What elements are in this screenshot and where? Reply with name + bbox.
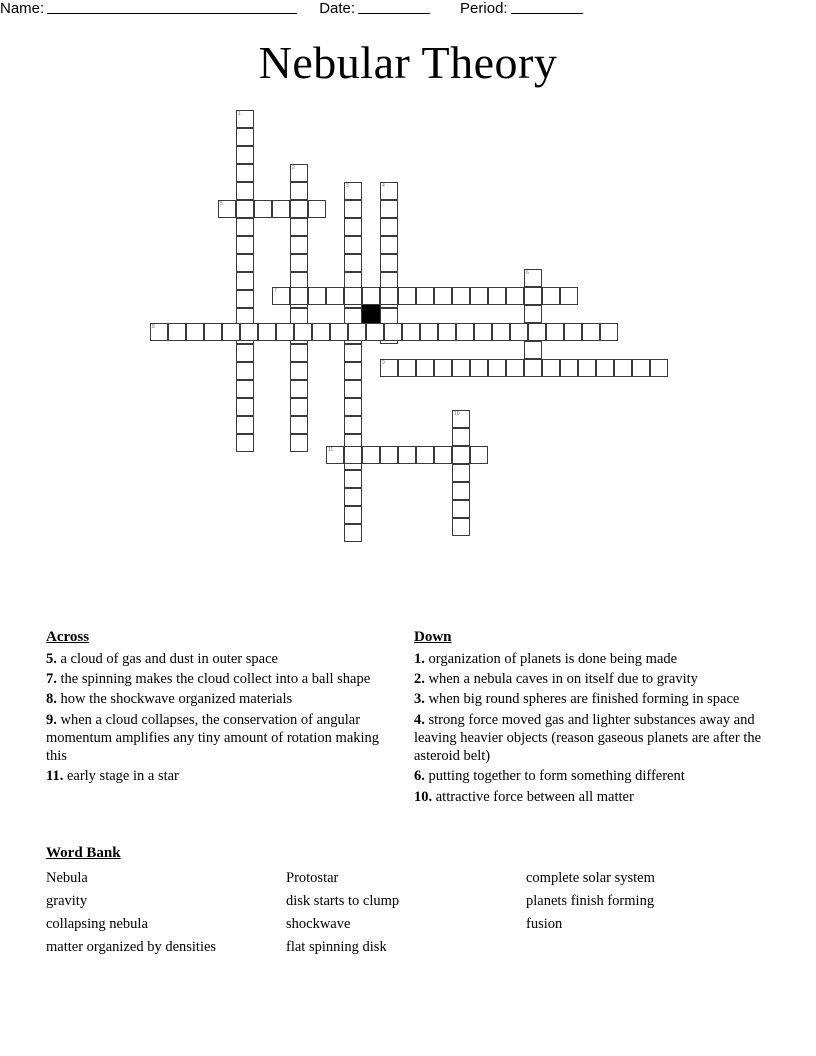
- crossword-cell[interactable]: [290, 416, 308, 434]
- crossword-cell[interactable]: [290, 287, 308, 305]
- crossword-cell[interactable]: [380, 182, 398, 200]
- clue-number: 10: [454, 411, 460, 417]
- crossword-cell[interactable]: [380, 236, 398, 254]
- down-clue-list: [414, 650, 764, 806]
- crossword-cell[interactable]: [452, 518, 470, 536]
- word-bank-column-2: [286, 867, 526, 959]
- crossword-cell[interactable]: [380, 446, 398, 464]
- date-label: Date:: [319, 0, 356, 17]
- word-bank-word: gravity: [46, 892, 88, 909]
- crossword-cell[interactable]: [380, 359, 398, 377]
- crossword-cell[interactable]: [578, 359, 596, 377]
- crossword-cell[interactable]: [272, 200, 290, 218]
- crossword-cell[interactable]: [236, 344, 254, 362]
- crossword-cell[interactable]: [236, 110, 254, 128]
- crossword-cell[interactable]: [344, 344, 362, 362]
- crossword-cell[interactable]: [524, 269, 542, 287]
- crossword-cell[interactable]: [294, 323, 312, 341]
- crossword-cell[interactable]: [344, 254, 362, 272]
- crossword-cell[interactable]: [542, 287, 560, 305]
- crossword-cell[interactable]: [524, 305, 542, 323]
- crossword-cell[interactable]: [308, 200, 326, 218]
- clue-across-9: [46, 711, 391, 766]
- clue-text: attractive force between all matter: [435, 788, 634, 805]
- crossword-cell[interactable]: [542, 359, 560, 377]
- crossword-cell[interactable]: [398, 446, 416, 464]
- crossword-cell[interactable]: [470, 287, 488, 305]
- crossword-cell[interactable]: [614, 359, 632, 377]
- crossword-cell[interactable]: [236, 236, 254, 254]
- clue-number-label: 10.: [414, 788, 436, 805]
- crossword-cell[interactable]: [344, 236, 362, 254]
- crossword-cell[interactable]: [600, 323, 618, 341]
- crossword-cell[interactable]: [236, 362, 254, 380]
- crossword-cell[interactable]: [488, 359, 506, 377]
- word-bank-columns: [46, 867, 776, 959]
- crossword-cell[interactable]: [362, 287, 380, 305]
- crossword-cell[interactable]: [290, 344, 308, 362]
- word-bank-word: Protostar: [286, 870, 339, 886]
- word-bank-word: collapsing nebula: [46, 915, 148, 932]
- crossword-cell[interactable]: [290, 218, 308, 236]
- crossword-cell[interactable]: [344, 506, 362, 524]
- crossword-cell[interactable]: [236, 164, 254, 182]
- crossword-cell[interactable]: [402, 323, 420, 341]
- clue-down-6: [414, 767, 764, 785]
- crossword-cell[interactable]: [632, 359, 650, 377]
- crossword-cell[interactable]: [456, 323, 474, 341]
- word-bank-section: [46, 845, 776, 959]
- clue-number: 2: [292, 165, 295, 171]
- clue-text: strong force moved gas and lighter substances away and leaving heavier objects (reason gaseous planets are after the asteroid belt): [414, 711, 762, 765]
- clue-across-11: [46, 767, 391, 785]
- crossword-cell[interactable]: [236, 146, 254, 164]
- crossword-cell[interactable]: [452, 428, 470, 446]
- crossword-cell[interactable]: [168, 323, 186, 341]
- clue-down-10: [414, 788, 764, 806]
- crossword-cell[interactable]: [218, 200, 236, 218]
- crossword-cell[interactable]: [344, 488, 362, 506]
- crossword-cell[interactable]: [380, 200, 398, 218]
- clue-number: 9: [382, 360, 385, 366]
- crossword-cell[interactable]: [344, 470, 362, 488]
- clue-down-1: [414, 650, 764, 668]
- crossword-cell[interactable]: [290, 182, 308, 200]
- crossword-cell[interactable]: [506, 359, 524, 377]
- crossword-cell[interactable]: [452, 500, 470, 518]
- crossword-cell[interactable]: [308, 287, 326, 305]
- crossword-cell[interactable]: [236, 416, 254, 434]
- crossword-cell[interactable]: [474, 323, 492, 341]
- word-bank-word: Nebula: [46, 870, 88, 886]
- name-label: Name:: [0, 0, 45, 17]
- across-heading: Across: [46, 629, 90, 645]
- word-bank-word: flat spinning disk: [286, 938, 387, 955]
- clue-number: 4: [382, 183, 385, 189]
- crossword-cell[interactable]: [564, 323, 582, 341]
- crossword-cell[interactable]: [596, 359, 614, 377]
- clue-text: putting together to form something different: [428, 768, 685, 785]
- crossword-cell[interactable]: [506, 287, 524, 305]
- crossword-cell[interactable]: [204, 323, 222, 341]
- crossword-cell[interactable]: [470, 359, 488, 377]
- word-bank-word: matter organized by densities: [46, 938, 217, 955]
- clue-down-3: [414, 690, 764, 708]
- clue-text: when a cloud collapses, the conservation of angular momentum amplifies any tiny amount of rotation making this: [46, 711, 380, 765]
- clue-number: 8: [152, 324, 155, 330]
- word-bank-heading: Word Bank: [46, 845, 121, 861]
- crossword-cell[interactable]: [272, 287, 290, 305]
- clue-number-label: 5.: [46, 650, 61, 667]
- clue-number-label: 3.: [414, 691, 429, 708]
- word-bank-column-3: [526, 867, 766, 959]
- crossword-cell[interactable]: [416, 359, 434, 377]
- crossword-cell[interactable]: [236, 272, 254, 290]
- crossword-cell[interactable]: [384, 323, 402, 341]
- crossword-cell[interactable]: [330, 323, 348, 341]
- crossword-cell[interactable]: [398, 359, 416, 377]
- down-clues-column: [414, 628, 764, 808]
- crossword-cell[interactable]: [344, 380, 362, 398]
- crossword-cell[interactable]: [452, 482, 470, 500]
- clue-text: organization of planets is done being made: [428, 650, 678, 667]
- clue-number: 6: [526, 270, 529, 276]
- crossword-cell[interactable]: [344, 362, 362, 380]
- clue-number-label: 1.: [414, 650, 429, 667]
- crossword-cell[interactable]: [290, 254, 308, 272]
- crossword-cell[interactable]: [452, 410, 470, 428]
- crossword-cell[interactable]: [344, 182, 362, 200]
- clue-number-label: 4.: [414, 711, 429, 728]
- crossword-cell[interactable]: [290, 398, 308, 416]
- crossword-cell[interactable]: [344, 218, 362, 236]
- crossword-cell[interactable]: [452, 464, 470, 482]
- crossword-cell[interactable]: [380, 287, 398, 305]
- crossword-cell[interactable]: [510, 323, 528, 341]
- crossword-cell[interactable]: [344, 524, 362, 542]
- crossword-cell[interactable]: [650, 359, 668, 377]
- crossword-cell[interactable]: [524, 287, 542, 305]
- crossword-cell[interactable]: [434, 287, 452, 305]
- word-bank-word: planets finish forming: [526, 892, 655, 909]
- crossword-cell[interactable]: [366, 323, 384, 341]
- clue-text: early stage in a star: [66, 768, 179, 785]
- word-bank-word: disk starts to clump: [286, 892, 400, 909]
- clue-number-label: 2.: [414, 671, 429, 688]
- crossword-cell[interactable]: [492, 323, 510, 341]
- period-label: Period:: [460, 0, 508, 17]
- crossword-cell[interactable]: [416, 287, 434, 305]
- across-clue-list: [46, 650, 391, 786]
- crossword-cell[interactable]: [236, 254, 254, 272]
- word-bank-column-1: [46, 867, 286, 959]
- crossword-cell[interactable]: [434, 359, 452, 377]
- crossword-cell[interactable]: [236, 128, 254, 146]
- crossword-cell[interactable]: [326, 287, 344, 305]
- clue-number-label: 6.: [414, 768, 429, 785]
- crossword-cell[interactable]: [344, 446, 362, 464]
- crossword-cell[interactable]: [470, 446, 488, 464]
- clue-text: a cloud of gas and dust in outer space: [60, 650, 278, 667]
- clue-text: when a nebula caves in on itself due to gravity: [428, 671, 698, 688]
- crossword-cell[interactable]: [524, 359, 542, 377]
- crossword-cell[interactable]: [186, 323, 204, 341]
- clue-number: 7: [274, 288, 277, 294]
- crossword-cell[interactable]: [452, 287, 470, 305]
- crossword-cell[interactable]: [344, 200, 362, 218]
- clue-number-label: 9.: [46, 711, 61, 728]
- crossword-cell[interactable]: [290, 362, 308, 380]
- word-bank-word: fusion: [526, 915, 563, 932]
- crossword-cell[interactable]: [420, 323, 438, 341]
- crossword-cell[interactable]: [398, 287, 416, 305]
- clue-number: 11: [328, 447, 334, 453]
- crossword-cell[interactable]: [290, 380, 308, 398]
- crossword-cell[interactable]: [560, 359, 578, 377]
- crossword-cell[interactable]: [290, 200, 308, 218]
- across-clues-column: [46, 628, 391, 788]
- crossword-cell[interactable]: [528, 323, 546, 341]
- crossword-cell[interactable]: [344, 398, 362, 416]
- crossword-cell[interactable]: [236, 434, 254, 452]
- clue-down-4: [414, 711, 764, 766]
- crossword-cell[interactable]: [452, 359, 470, 377]
- clue-number: 1: [238, 111, 241, 117]
- crossword-cell[interactable]: [258, 323, 276, 341]
- crossword-cell[interactable]: [416, 446, 434, 464]
- crossword-blocked-cell: [362, 305, 380, 323]
- crossword-cell[interactable]: [290, 236, 308, 254]
- crossword-cell[interactable]: [434, 446, 452, 464]
- crossword-cell[interactable]: [236, 182, 254, 200]
- crossword-cell[interactable]: [236, 398, 254, 416]
- crossword-cell[interactable]: [348, 323, 366, 341]
- crossword-cell[interactable]: [582, 323, 600, 341]
- crossword-cell[interactable]: [236, 218, 254, 236]
- crossword-cell[interactable]: [560, 287, 578, 305]
- crossword-cell[interactable]: [150, 323, 168, 341]
- crossword-cell[interactable]: [344, 416, 362, 434]
- clue-across-5: [46, 650, 391, 668]
- clue-across-7: [46, 670, 391, 688]
- crossword-cell[interactable]: [276, 323, 294, 341]
- clue-text: the spinning makes the cloud collect into a ball shape: [60, 671, 371, 688]
- clue-text: when big round spheres are finished forming in space: [428, 691, 740, 708]
- crossword-cell[interactable]: [222, 323, 240, 341]
- clue-across-8: [46, 690, 391, 708]
- crossword-cell[interactable]: [254, 200, 272, 218]
- crossword-cell[interactable]: [524, 341, 542, 359]
- word-bank-word: shockwave: [286, 915, 351, 932]
- clue-down-2: [414, 670, 764, 688]
- crossword-cell[interactable]: [546, 323, 564, 341]
- crossword-cell[interactable]: [452, 446, 470, 464]
- crossword-cell[interactable]: [312, 323, 330, 341]
- clue-number-label: 11.: [46, 768, 67, 785]
- clue-text: how the shockwave organized materials: [60, 691, 293, 708]
- crossword-cell[interactable]: [344, 287, 362, 305]
- crossword-cell[interactable]: [290, 434, 308, 452]
- crossword-cell[interactable]: [362, 446, 380, 464]
- crossword-cell[interactable]: [488, 287, 506, 305]
- clue-number-label: 7.: [46, 671, 61, 688]
- clue-number: 3: [346, 183, 349, 189]
- page-title: Nebular Theory: [258, 37, 558, 88]
- crossword-cell[interactable]: [380, 254, 398, 272]
- clue-number-label: 8.: [46, 691, 61, 708]
- down-heading: Down: [414, 629, 452, 645]
- crossword-cell[interactable]: [240, 323, 258, 341]
- crossword-cell[interactable]: [236, 290, 254, 308]
- crossword-cell[interactable]: [380, 218, 398, 236]
- crossword-cell[interactable]: [438, 323, 456, 341]
- clue-number: 5: [220, 201, 223, 207]
- word-bank-word: complete solar system: [526, 870, 655, 886]
- crossword-cell[interactable]: [236, 380, 254, 398]
- crossword-cell[interactable]: [326, 446, 344, 464]
- crossword-cell[interactable]: [236, 200, 254, 218]
- crossword-cell[interactable]: [290, 164, 308, 182]
